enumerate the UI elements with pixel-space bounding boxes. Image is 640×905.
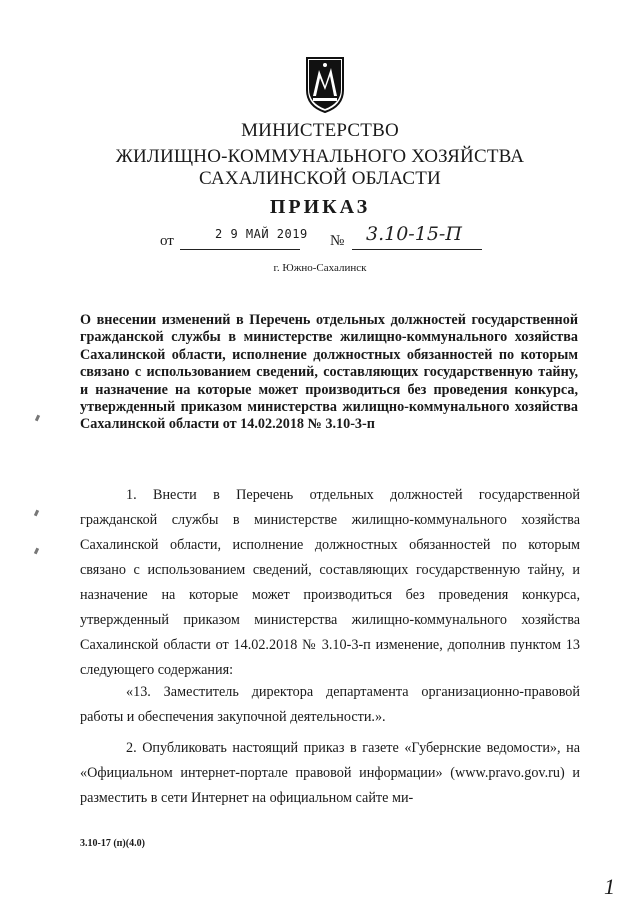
scan-mark (34, 548, 39, 555)
coat-of-arms-emblem (303, 56, 347, 114)
number-underline (352, 249, 482, 250)
footer-form-code: 3.10-17 (п)(4.0) (80, 838, 145, 849)
date-stamp: 2 9 МАЙ 2019 (215, 227, 308, 241)
ministry-name-line3: САХАЛИНСКОЙ ОБЛАСТИ (199, 168, 441, 189)
date-prefix: от (160, 233, 174, 249)
document-number-handwritten: 3.10-15-П (366, 223, 462, 245)
number-prefix: № (330, 233, 345, 249)
scan-mark (35, 415, 40, 422)
ministry-name-line2: ЖИЛИЩНО-КОММУНАЛЬНОГО ХОЗЯЙСТВА (115, 146, 525, 167)
date-number-line (160, 223, 520, 251)
scan-mark (34, 510, 39, 517)
date-underline (180, 249, 300, 250)
paragraph-2-quote: «13. Заместитель директора департамента организационно-правовой работы и обеспечения закупочной деятельности.». (80, 684, 580, 725)
paragraph-3: 2. Опубликовать настоящий приказ в газете «Губернские ведомости», на «Официальном интернет-портале правовой информации» (www.pravo.gov.ru) и разместить в сети Интернет на официальном сайте ми- (80, 740, 580, 806)
page-number: 1 (604, 874, 615, 899)
document-heading: О внесении изменений в Перечень отдельных должностей государственной гражданской службы в министерстве жилищно-коммунального хозяйства Сахалинской области, исполнение должностных обязанностей по которым связано с использованием сведений, составляющих государственную тайну, и назначение на которые может производиться без проведения конкурса, утвержденный приказом министерства жилищно-коммунального хозяйства Сахалинской области от 14.02.2018 № 3.10-3-п (80, 312, 578, 433)
document-type-title: ПРИКАЗ (269, 196, 371, 218)
city-name: г. Южно-Сахалинск (273, 262, 367, 274)
ministry-name-line1: МИНИСТЕРСТВО (241, 120, 399, 141)
paragraph-1: 1. Внести в Перечень отдельных должностей государственной гражданской службы в министерстве жилищно-коммунального хозяйства Сахалинской области, исполнение должностных обязанностей по которым связано с использованием сведений, составляющих государственную тайну, и назначение на которые может производиться без проведения конкурса, утвержденный приказом министерства жилищно-коммунального хозяйства Сахалинской области от 14.02.2018 № 3.10-3-п изменение, дополнив пунктом 13 следующего содержания: (80, 487, 580, 678)
